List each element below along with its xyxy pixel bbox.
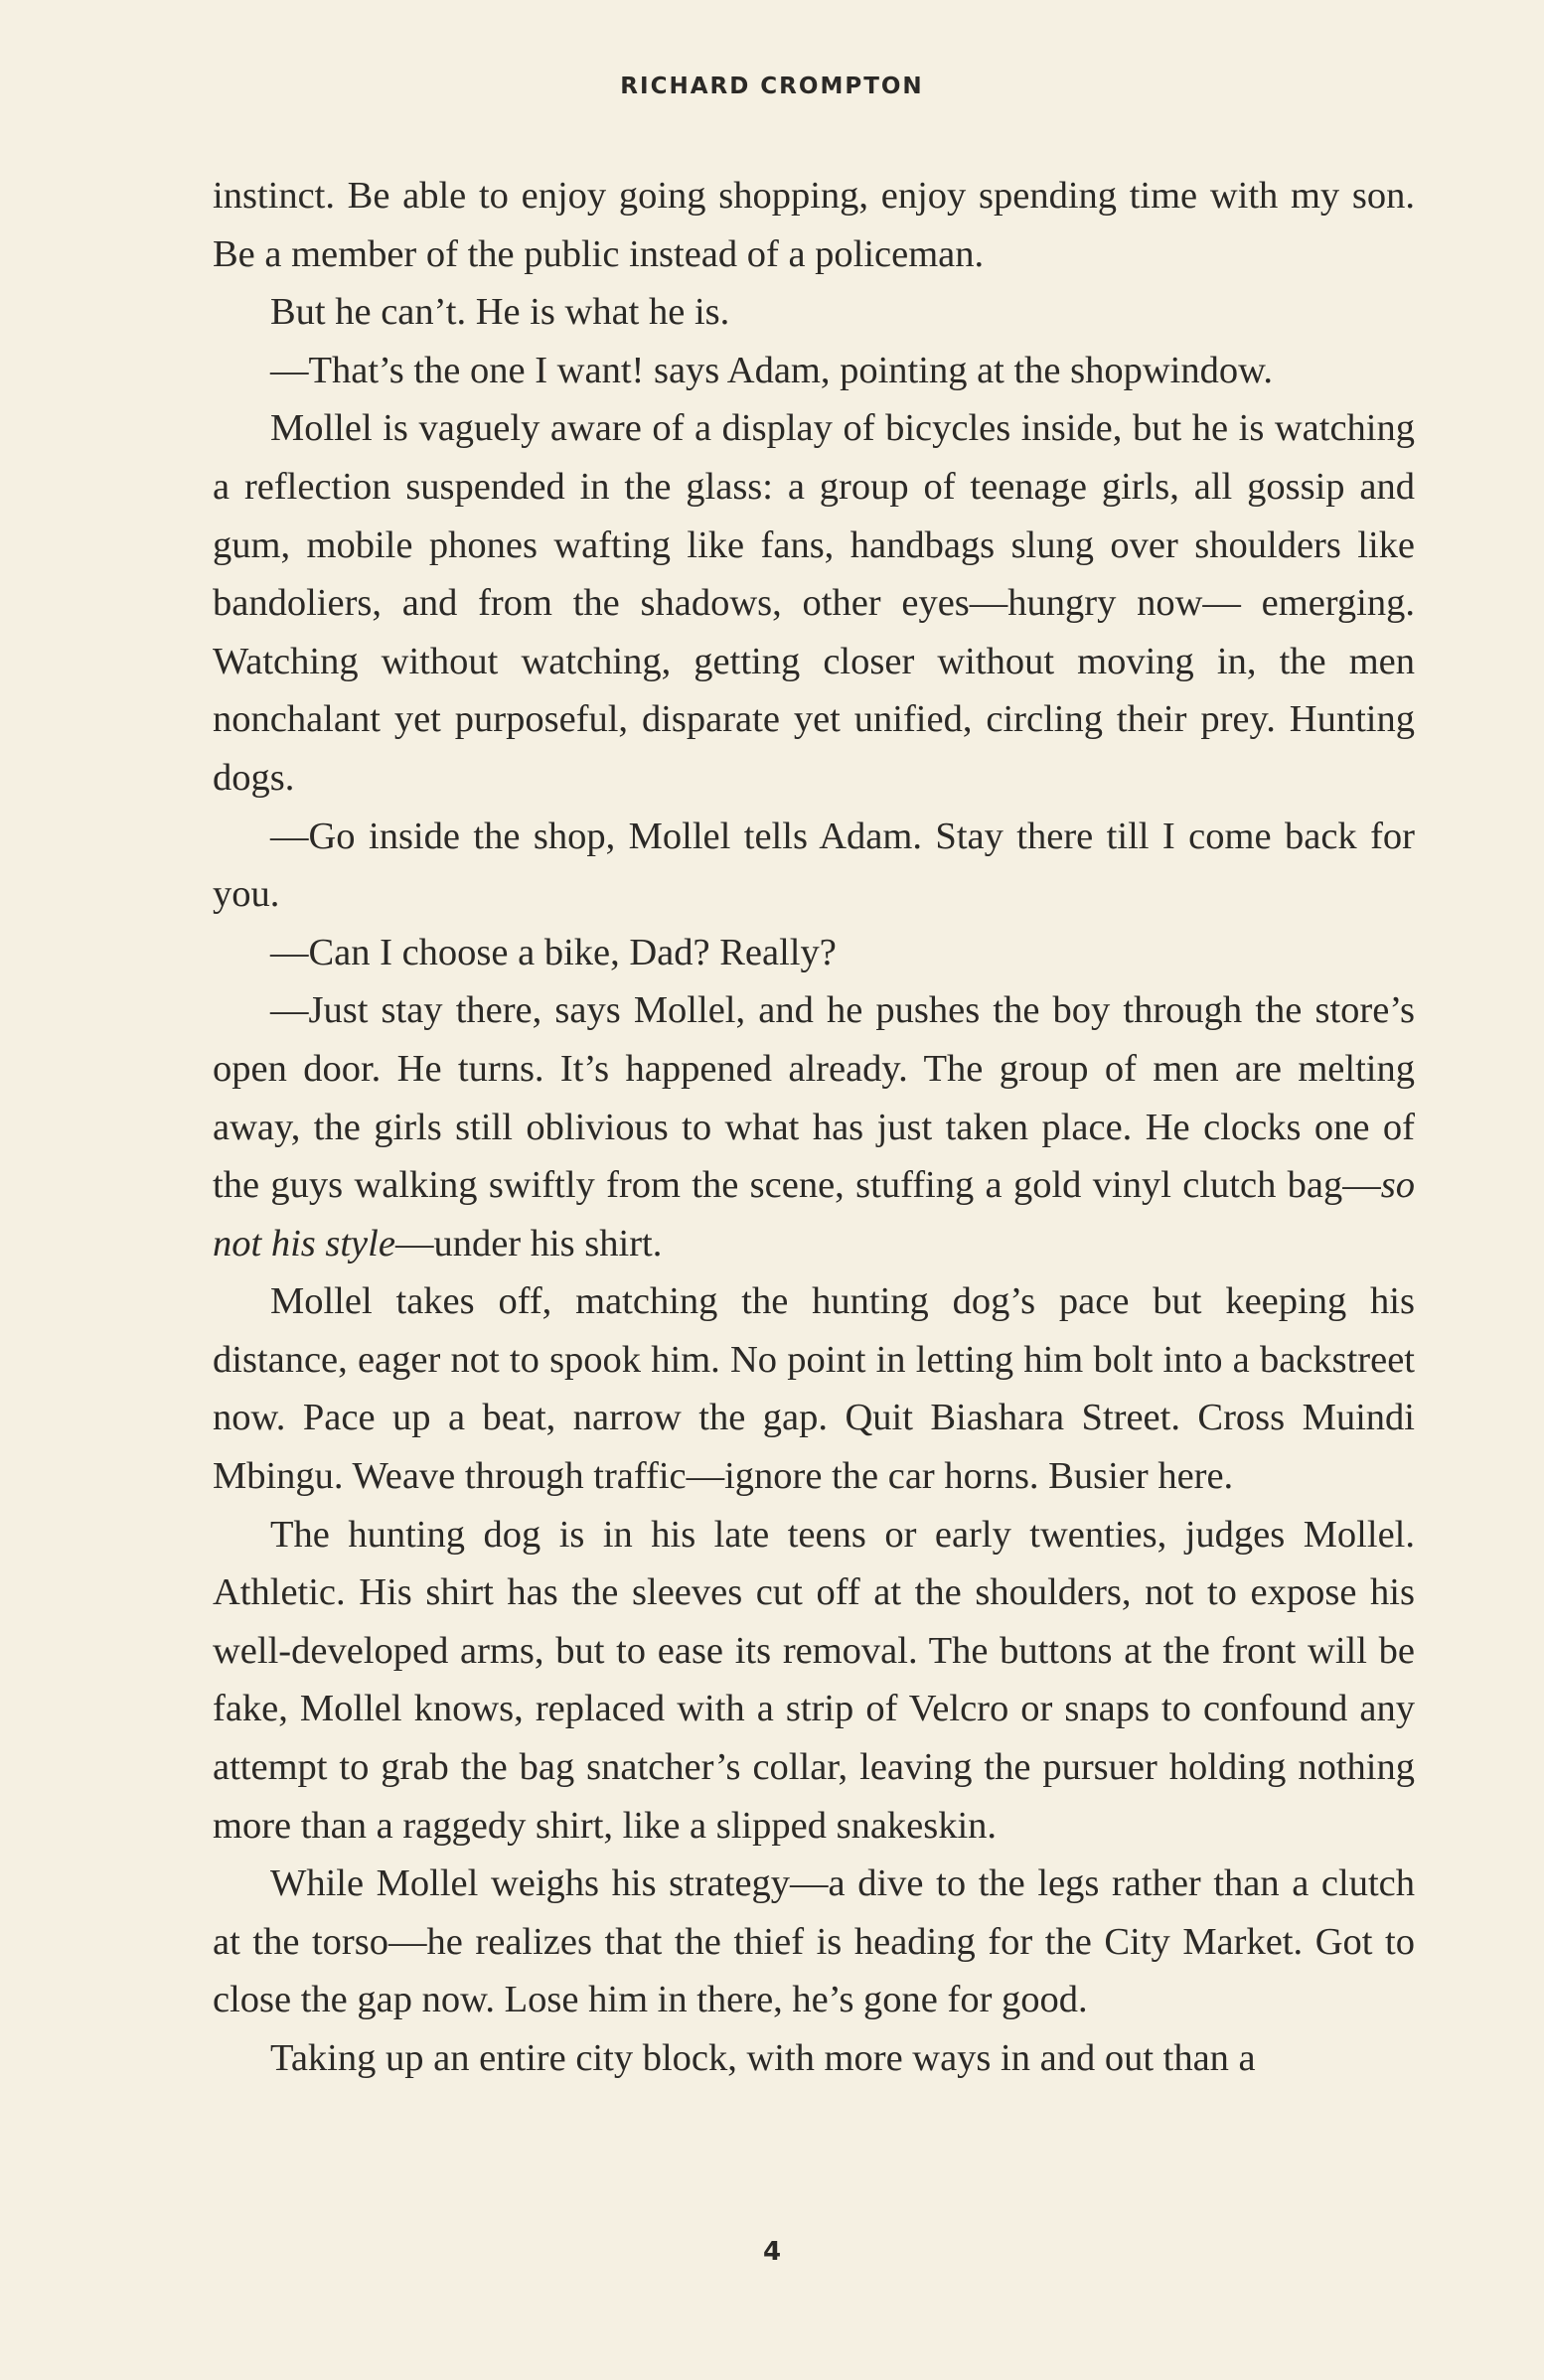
paragraph: —That’s the one I want! says Adam, pointing at the shopwindow. bbox=[270, 349, 1274, 391]
paragraph: —Can I choose a bike, Dad? Really? bbox=[270, 931, 837, 973]
running-head: RICHARD CROMPTON bbox=[620, 74, 924, 99]
paragraph: Mollel takes off, matching the hunting dog’s pace but keeping his distance, eager not to spook him. No point in letting him bolt into a backstreet now. Pace up a beat, narrow the gap. Quit Biashara Street. Cross Muindi Mbingu. Weave through traffic—ignore the car horns. Busier here. bbox=[213, 1280, 1415, 1498]
body-text bbox=[213, 167, 1415, 2088]
italic-phrase: so not his style bbox=[213, 1164, 1415, 1264]
paragraph: Mollel is vaguely aware of a display of bicycles inside, but he is watching a reflection suspended in the glass: a group of teenage girls, all gossip and gum, mobile phones wafting like fans, handbags slung over shoulders like bandoliers, and from the shadows, other eyes—hungry now— emerging. Watching without watching, getting closer without moving in, the men nonchalant yet purposeful, disparate yet unified, circling their prey. Hunting dogs. bbox=[213, 407, 1415, 799]
paragraph: instinct. Be able to enjoy going shopping, enjoy spending time with my son. Be a member of the public instead of a policeman. bbox=[213, 175, 1415, 275]
paragraph-part: —Just stay there, says Mollel, and he pushes the boy through the store’s open door. He turns. It’s happened already. The group of men are melting away, the girls still oblivious to what has just taken place. He clocks one of the guys walking swiftly from the scene, stuffing a gold vinyl clutch bag— bbox=[213, 989, 1415, 1207]
paragraph-with-italic bbox=[213, 981, 1415, 1272]
paragraph: —Go inside the shop, Mollel tells Adam. Stay there till I come back for you. bbox=[213, 815, 1415, 916]
paragraph: While Mollel weighs his strategy—a dive to the legs rather than a clutch at the torso—he realizes that the thief is heading for the City Market. Got to close the gap now. Lose him in there, he’s gone for good. bbox=[213, 1862, 1415, 2021]
paragraph-part: —under his shirt. bbox=[394, 1222, 663, 1264]
paragraph: The hunting dog is in his late teens or early twenties, judges Mollel. Athletic. His shirt has the sleeves cut off at the shoulders, not to expose his well-developed arms, but to ease its removal. The buttons at the front will be fake, Mollel knows, replaced with a strip of Velcro or snaps to confound any attempt to grab the bag snatcher’s collar, leaving the pursuer holding nothing more than a raggedy shirt, like a slipped snakeskin. bbox=[213, 1513, 1415, 1847]
page-number: 4 bbox=[762, 2237, 782, 2267]
paragraph: But he can’t. He is what he is. bbox=[270, 291, 730, 334]
paragraph: Taking up an entire city block, with more ways in and out than a bbox=[270, 2037, 1256, 2079]
